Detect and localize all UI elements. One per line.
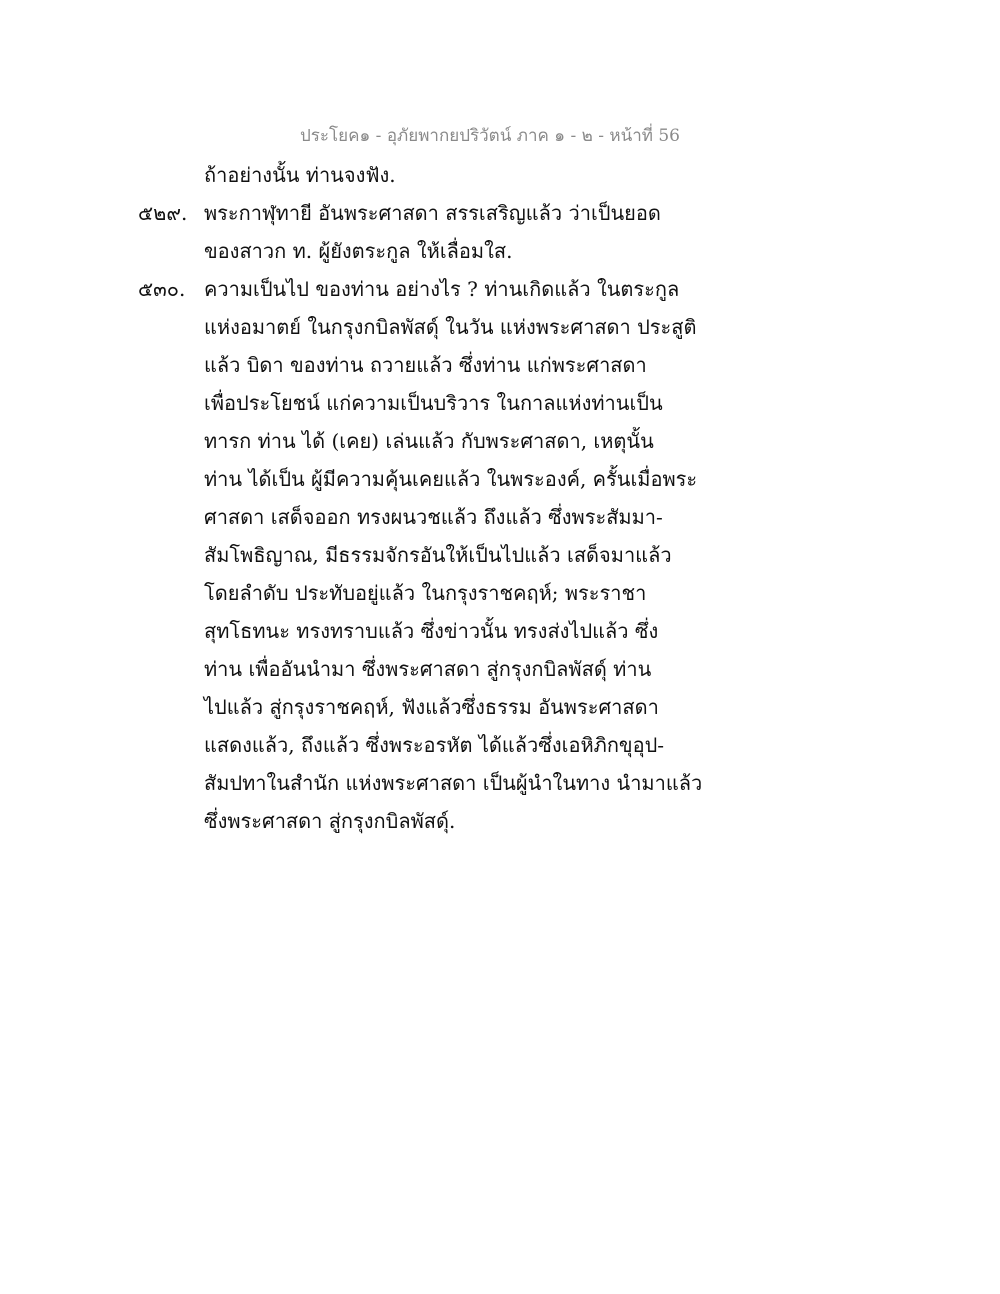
text-line: [0, 384, 1000, 422]
line-text: แสดงแล้ว, ถึงแล้ว ซึ่งพระอรหัต ได้แล้วซึ่งเอหิภิกขุอุป-: [204, 733, 665, 757]
line-text: ของสาวก ท. ผู้ยังตระกูล ให้เลื่อมใส.: [204, 239, 513, 263]
text-line: [0, 156, 1000, 194]
line-text: ทารก ท่าน ได้ (เคย) เล่นแล้ว กับพระศาสดา, เหตุนั้น: [204, 429, 654, 453]
line-text: พระกาฬุทายี อันพระศาสดา สรรเสริญแล้ว ว่าเป็นยอด: [204, 201, 661, 225]
text-line: [0, 574, 1000, 612]
text-line: [0, 308, 1000, 346]
line-text: ความเป็นไป ของท่าน อย่างไร ? ท่านเกิดแล้ว ในตระกูล: [204, 277, 680, 301]
text-line: [0, 194, 1000, 232]
line-text: ท่าน เพื่ออันนำมา ซึ่งพระศาสดา สู่กรุงกบิลพัสดุ์ ท่าน: [204, 657, 652, 681]
line-text: ซึ่งพระศาสดา สู่กรุงกบิลพัสดุ์.: [204, 809, 456, 833]
text-line: [0, 270, 1000, 308]
entry-number: ๕๒๙.: [138, 201, 188, 225]
body-text: [0, 156, 1000, 840]
line-text: ถ้าอย่างนั้น ท่านจงฟัง.: [204, 163, 396, 187]
text-line: [0, 232, 1000, 270]
line-text: ไปแล้ว สู่กรุงราชคฤห์, ฟังแล้วซึ่งธรรม อันพระศาสดา: [204, 695, 659, 719]
line-text: สุทโธทนะ ทรงทราบแล้ว ซึ่งข่าวนั้น ทรงส่งไปแล้ว ซึ่ง: [204, 619, 659, 643]
running-header: ประโยค๑ - อุภัยพากยปริวัตน์ ภาค ๑ - ๒ - หน้าที่ 56: [299, 126, 680, 146]
line-text: เพื่อประโยชน์ แก่ความเป็นบริวาร ในกาลแห่งท่านเป็น: [204, 391, 663, 415]
text-line: [0, 612, 1000, 650]
text-line: [0, 650, 1000, 688]
text-line: [0, 422, 1000, 460]
text-line: [0, 536, 1000, 574]
line-text: แล้ว บิดา ของท่าน ถวายแล้ว ซึ่งท่าน แก่พระศาสดา: [204, 353, 647, 377]
text-line: [0, 460, 1000, 498]
text-line: [0, 498, 1000, 536]
entry-number: ๕๓๐.: [138, 277, 186, 301]
line-text: ท่าน ได้เป็น ผู้มีความคุ้นเคยแล้ว ในพระองค์, ครั้นเมื่อพระ: [204, 467, 698, 491]
line-text: โดยลำดับ ประทับอยู่แล้ว ในกรุงราชคฤห์; พระราชา: [204, 581, 647, 605]
line-text: แห่งอมาตย์ ในกรุงกบิลพัสดุ์ ในวัน แห่งพระศาสดา ประสูติ: [204, 315, 697, 339]
text-line: [0, 764, 1000, 802]
line-text: สัมปทาในสำนัก แห่งพระศาสดา เป็นผู้นำในทาง นำมาแล้ว: [204, 771, 703, 795]
text-line: [0, 688, 1000, 726]
line-text: สัมโพธิญาณ, มีธรรมจักรอันให้เป็นไปแล้ว เสด็จมาแล้ว: [204, 543, 672, 567]
line-text: ศาสดา เสด็จออก ทรงผนวชแล้ว ถึงแล้ว ซึ่งพระสัมมา-: [204, 505, 663, 529]
text-line: [0, 802, 1000, 840]
text-line: [0, 346, 1000, 384]
text-line: [0, 726, 1000, 764]
